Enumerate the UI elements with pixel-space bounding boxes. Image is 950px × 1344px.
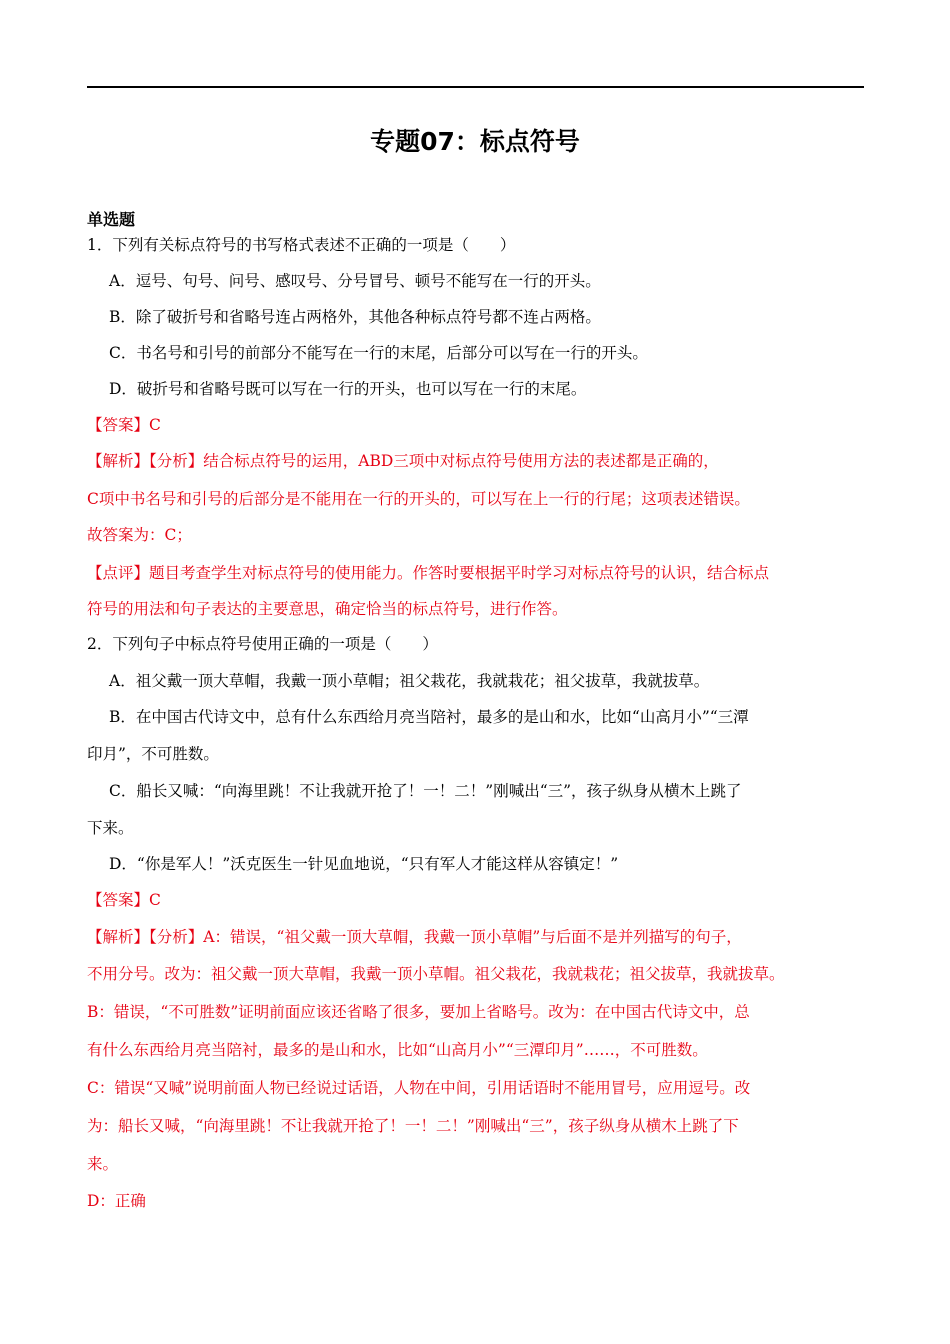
q1-comment-line: 【点评】题目考查学生对标点符号的使用能力。作答时要根据平时学习对标点符号的认识，结合标点: [87, 564, 770, 582]
q1-analysis-line: C项中书名号和引号的后部分是不能用在一行的开头的，可以写在上一行的行尾；这项表述错误。: [87, 490, 750, 508]
q1-stem: 1．下列有关标点符号的书写格式表述不正确的一项是（ ）: [87, 236, 516, 254]
q1-comment-line: 符号的用法和句子表达的主要意思，确定恰当的标点符号，进行作答。: [87, 600, 568, 618]
q2-analysis-line: B：错误，“不可胜数”证明前面应该还省略了很多，要加上省略号。改为：在中国古代诗文中，总: [87, 1003, 750, 1021]
page-title: 专题07：标点符号: [370, 127, 580, 156]
q2-analysis-line: 【解析】【分析】A：错误，“祖父戴一顶大草帽，我戴一顶小草帽”与后面不是并列描写的句子，: [87, 928, 742, 946]
q2-answer: 【答案】C: [87, 891, 161, 909]
q2-option-c-cont: 下来。: [87, 819, 134, 837]
q2-option-d: D．“你是军人！”沃克医生一针见血地说，“只有军人才能这样从容镇定！”: [109, 855, 619, 873]
q2-analysis-line: 为：船长又喊，“向海里跳！不让我就开抢了！一！二！”刚喊出“三”，孩子纵身从横木上跳了下: [87, 1117, 739, 1135]
q2-analysis-line: 有什么东西给月亮当陪衬，最多的是山和水，比如“山高月小”“三潭印月”……，不可胜数。: [87, 1041, 708, 1059]
q2-option-b: B．在中国古代诗文中，总有什么东西给月亮当陪衬，最多的是山和水，比如“山高月小”“三潭: [109, 708, 749, 726]
header-rule: [87, 86, 864, 88]
q1-analysis-line: 【解析】【分析】结合标点符号的运用，ABD三项中对标点符号使用方法的表述都是正确的，: [87, 452, 719, 470]
q2-analysis-line: D：正确: [87, 1192, 146, 1210]
q2-option-c: C．船长又喊：“向海里跳！不让我就开抢了！一！二！”刚喊出“三”，孩子纵身从横木上跳了: [109, 782, 742, 800]
q1-option-c: C．书名号和引号的前部分不能写在一行的末尾，后部分可以写在一行的开头。: [109, 344, 648, 362]
q2-analysis-line: 不用分号。改为：祖父戴一顶大草帽，我戴一顶小草帽。祖父栽花，我就栽花；祖父拔草，我就拔草。: [87, 965, 785, 983]
q2-analysis-line: 来。: [87, 1155, 119, 1173]
q2-analysis-line: C：错误“又喊”说明前面人物已经说过话语，人物在中间，引用话语时不能用冒号，应用逗号。改: [87, 1079, 751, 1097]
q1-analysis-line: 故答案为：C；: [87, 526, 192, 544]
q2-option-a: A．祖父戴一顶大草帽，我戴一顶小草帽；祖父栽花，我就栽花；祖父拔草，我就拔草。: [109, 672, 710, 690]
section-heading: 单选题: [87, 210, 136, 229]
q1-option-d: D．破折号和省略号既可以写在一行的开头，也可以写在一行的末尾。: [109, 380, 587, 398]
q1-option-b: B．除了破折号和省略号连占两格外，其他各种标点符号都不连占两格。: [109, 308, 601, 326]
q1-option-a: A．逗号、句号、问号、感叹号、分号冒号、顿号不能写在一行的开头。: [109, 272, 601, 290]
q2-stem: 2．下列句子中标点符号使用正确的一项是（ ）: [87, 635, 438, 653]
q1-answer: 【答案】C: [87, 416, 161, 434]
q2-option-b-cont: 印月”，不可胜数。: [87, 745, 219, 763]
